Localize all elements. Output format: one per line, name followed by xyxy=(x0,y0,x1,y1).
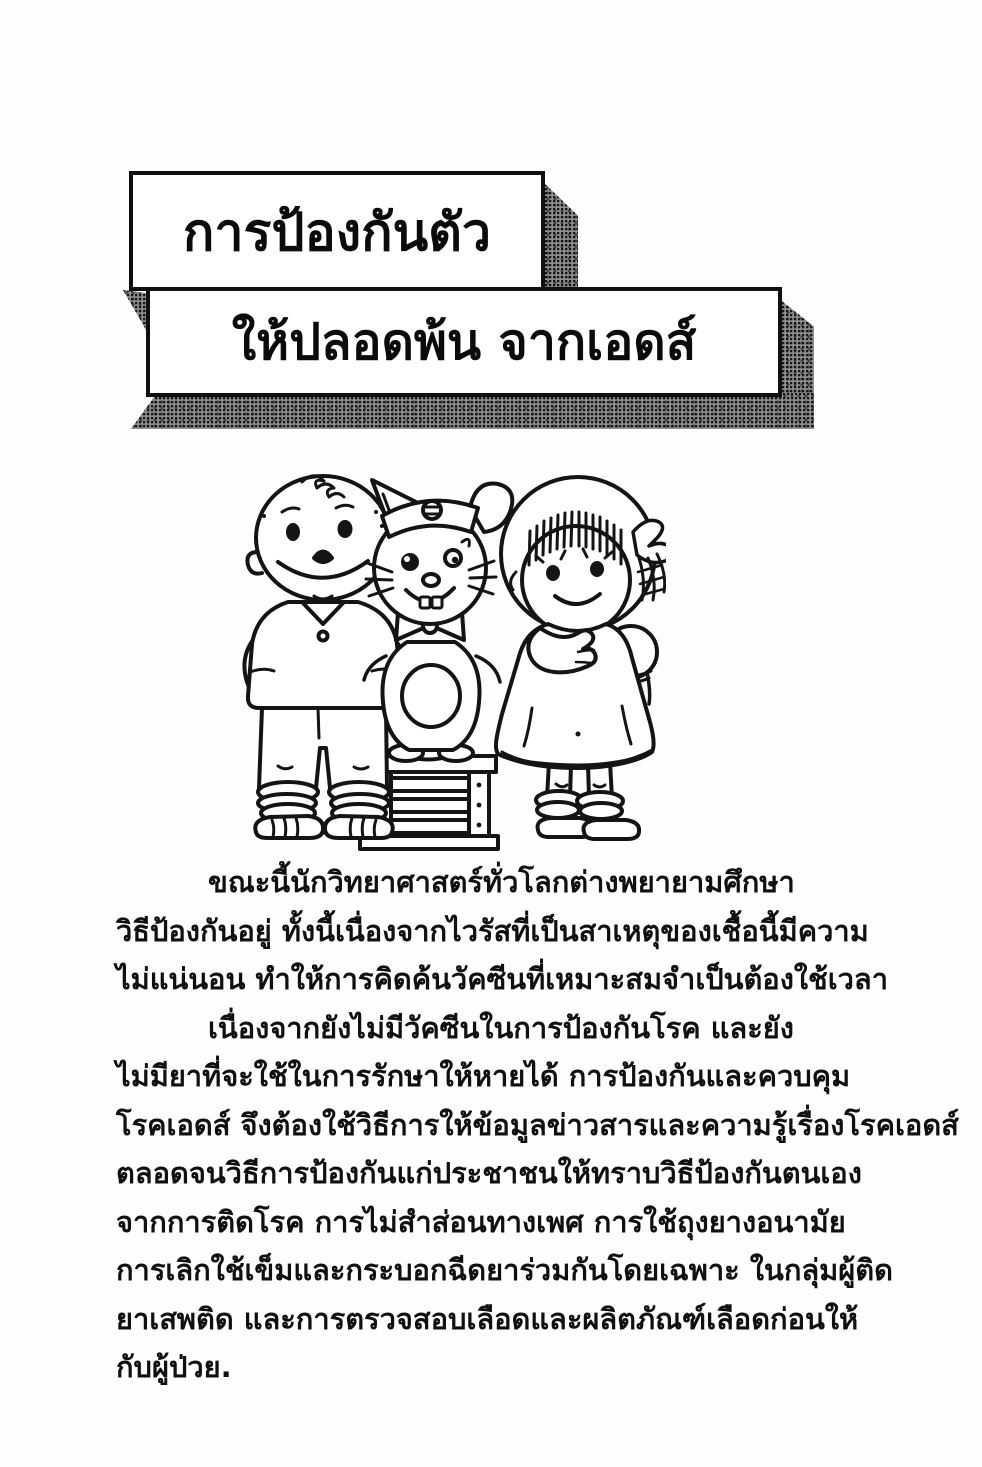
title-shadow-right-1 xyxy=(545,184,578,290)
text-line: วิธีป้องกันอยู่ ทั้งนี้เนื่องจากไวรัสที่เป็นสาเหตุของเชื้อนี้มีความ xyxy=(116,913,869,948)
body-text xyxy=(116,858,959,1392)
title-box-1 xyxy=(129,171,545,291)
illustration-children-and-cat xyxy=(226,456,666,851)
title-line-2: ให้ปลอดพ้น จากเอดส์ xyxy=(231,312,697,371)
paragraph-1 xyxy=(116,858,906,1004)
text-line: เนื่องจากยังไม่มีวัคซีนในการป้องกันโรค และยัง xyxy=(208,1010,794,1045)
text-line: กับผู้ป่วย. xyxy=(116,1350,232,1384)
title-box-2 xyxy=(146,287,782,397)
title-shadow-bottom xyxy=(131,393,814,429)
text-line: ไม่มียาที่จะใช้ในการรักษาให้หายได้ การป้องกันและควบคุม xyxy=(116,1059,851,1093)
text-line: โรคเอดส์ จึงต้องใช้วิธีการให้ข้อมูลข่าวสารและความรู้เรื่องโรคเอดส์ xyxy=(116,1107,959,1142)
text-line: ไม่แน่นอน ทำให้การคิดค้นวัคซีนที่เหมาะสมจำเป็นต้องใช้เวลา xyxy=(116,962,888,996)
text-line: ยาเสพติด และการตรวจสอบเลือดและผลิตภัณฑ์เลือดก่อนให้ xyxy=(116,1301,859,1336)
text-line: การเลิกใช้เข็มและกระบอกฉีดยาร่วมกันโดยเฉพาะ ในกลุ่มผู้ติด xyxy=(116,1253,893,1287)
text-line: ขณะนี้นักวิทยาศาสตร์ทั่วโลกต่างพยายามศึกษา xyxy=(208,865,795,899)
paragraph-2 xyxy=(116,1004,959,1392)
text-line: จากการติดโรค การไม่สำส่อนทางเพศ การใช้ถุงยางอนามัย xyxy=(116,1204,846,1239)
title-line-1: การป้องกันตัว xyxy=(182,202,492,263)
title-shadow-right-2 xyxy=(778,298,814,393)
text-line: ตลอดจนวิธีการป้องกันแก่ประชาชนให้ทราบวิธีป้องกันตนเอง xyxy=(116,1156,862,1190)
